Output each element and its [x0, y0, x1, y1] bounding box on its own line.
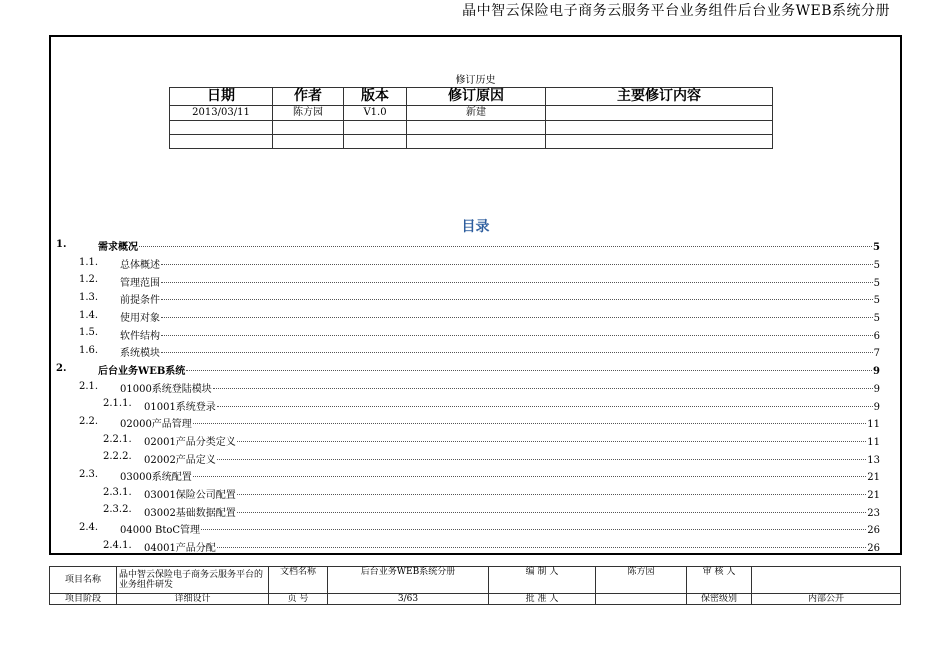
- toc-entry-title: 软件结构: [120, 330, 160, 342]
- revision-reason: [407, 121, 546, 135]
- col-reason: 修订原因: [407, 88, 546, 106]
- page-number-label: 页 号: [269, 594, 328, 605]
- toc-entry-number: 2.2.1.: [103, 433, 132, 445]
- revision-content: [546, 135, 773, 149]
- toc-entry[interactable]: [56, 290, 880, 308]
- toc-leader-dots: [237, 512, 866, 513]
- toc-entry-title: 前提条件: [120, 295, 160, 307]
- revision-row: [170, 121, 773, 135]
- toc-entry[interactable]: [56, 379, 880, 397]
- toc-entry-page: 9: [873, 401, 880, 413]
- author-label: 编 制 人: [489, 567, 596, 594]
- toc-entry-number: 1.6.: [79, 345, 99, 357]
- revision-header-row: [170, 88, 773, 106]
- document-footer-table: [49, 566, 901, 605]
- revision-history-table: [169, 87, 773, 149]
- revision-version: [344, 121, 407, 135]
- toc-entry-title: 总体概述: [120, 260, 160, 272]
- toc-entry[interactable]: [56, 255, 880, 273]
- revision-author: [273, 135, 344, 149]
- toc-entry[interactable]: [56, 343, 880, 361]
- toc-entry[interactable]: [56, 432, 880, 450]
- phase-value: 详细设计: [117, 594, 269, 605]
- toc-leader-dots: [161, 317, 873, 318]
- toc-entry-number: 2.3.1.: [103, 486, 132, 498]
- approver-label: 批 准 人: [489, 594, 596, 605]
- toc-entry-page: 11: [867, 436, 880, 448]
- toc-entry-number: 2.4.1.: [103, 539, 132, 551]
- revision-row: [170, 106, 773, 121]
- toc-entry-title: 02002产品定义: [144, 454, 216, 466]
- toc-entry-title: 需求概况: [98, 242, 138, 254]
- toc-entry-page: 5: [873, 260, 880, 272]
- toc-entry-page: 26: [867, 543, 880, 555]
- revision-version: V1.0: [344, 106, 407, 121]
- toc-leader-dots: [193, 476, 866, 477]
- toc-entry-number: 1.1.: [79, 256, 99, 268]
- approver-value: [596, 594, 687, 605]
- toc-entry-title: 04000 BtoC管理: [120, 525, 201, 537]
- revision-date: [170, 121, 273, 135]
- toc-entry-title: 管理范围: [120, 277, 160, 289]
- toc-entry-page: 21: [867, 472, 880, 484]
- revision-reason: [407, 135, 546, 149]
- toc-leader-dots: [186, 370, 872, 371]
- toc-entry[interactable]: [56, 361, 880, 379]
- toc-entry-page: 5: [873, 313, 880, 325]
- toc-entry-title: 系统模块: [120, 348, 160, 360]
- reviewer-label: 审 核 人: [687, 567, 752, 594]
- toc-entry-title: 02001产品分类定义: [144, 436, 236, 448]
- toc-entry-page: 7: [873, 348, 880, 360]
- toc-entry[interactable]: [56, 485, 880, 503]
- toc-entry-title: 使用对象: [120, 313, 160, 325]
- toc-entry-title: 01000系统登陆模块: [120, 383, 212, 395]
- toc-entry-number: 2.4.: [79, 522, 99, 533]
- toc-entry[interactable]: [56, 414, 880, 432]
- security-level-label: 保密级别: [687, 594, 752, 605]
- col-date: 日期: [170, 88, 273, 106]
- page-number-value: 3/63: [328, 594, 489, 605]
- toc-entry-page: 6: [873, 330, 880, 342]
- toc-entry[interactable]: [56, 325, 880, 343]
- page-frame: [49, 35, 902, 555]
- toc-entry-page: 9: [873, 383, 880, 395]
- revision-reason: 新建: [407, 106, 546, 121]
- toc-leader-dots: [161, 264, 873, 265]
- toc-entry[interactable]: [56, 237, 880, 255]
- project-name-label: 项目名称: [50, 567, 117, 594]
- toc-leader-dots: [139, 246, 872, 247]
- toc-leader-dots: [237, 494, 866, 495]
- reviewer-value: [752, 567, 901, 594]
- toc-entry-page: 26: [867, 525, 880, 537]
- toc-entry[interactable]: [56, 308, 880, 326]
- toc-entry-number: 2.3.2.: [103, 504, 132, 516]
- toc-entry-page: 21: [867, 489, 880, 501]
- toc-entry[interactable]: [56, 272, 880, 290]
- toc-entry-title: 03000系统配置: [120, 472, 192, 484]
- col-version: 版本: [344, 88, 407, 106]
- toc-leader-dots: [213, 388, 873, 389]
- toc-entry-page: 5: [873, 242, 880, 254]
- revision-row: [170, 135, 773, 149]
- toc-title: 目录: [461, 219, 490, 235]
- toc-leader-dots: [217, 459, 866, 460]
- toc-entry[interactable]: [56, 538, 880, 556]
- col-content: 主要修订内容: [546, 88, 773, 106]
- revision-date: 2013/03/11: [170, 106, 273, 121]
- revision-content: [546, 121, 773, 135]
- toc-entry-number: 1.2.: [79, 274, 99, 286]
- toc-entry[interactable]: [56, 449, 880, 467]
- table-of-contents: [56, 237, 880, 555]
- toc-leader-dots: [161, 282, 873, 283]
- revision-author: 陈方园: [273, 106, 344, 121]
- toc-entry[interactable]: [56, 502, 880, 520]
- toc-entry[interactable]: [56, 467, 880, 485]
- doc-name-value: 后台业务WEB系统分册: [328, 567, 489, 594]
- toc-leader-dots: [237, 441, 866, 442]
- toc-entry-title: 03001保险公司配置: [144, 489, 236, 501]
- toc-entry-number: 2.1.: [79, 380, 99, 392]
- toc-entry-number: 1.: [56, 239, 67, 250]
- toc-entry-number: 2.: [56, 362, 67, 374]
- toc-entry-page: 11: [867, 419, 880, 431]
- toc-entry[interactable]: [56, 396, 880, 414]
- revision-author: [273, 121, 344, 135]
- toc-entry-number: 1.5.: [79, 327, 99, 339]
- toc-entry-page: 23: [867, 507, 880, 519]
- toc-entry-title: 03002基础数据配置: [144, 507, 236, 519]
- toc-entry-page: 13: [867, 454, 880, 466]
- toc-entry-page: 5: [873, 295, 880, 307]
- toc-leader-dots: [201, 529, 866, 530]
- toc-leader-dots: [161, 299, 873, 300]
- toc-entry-page: 5: [873, 277, 880, 289]
- toc-entry-number: 2.3.: [79, 468, 99, 480]
- toc-leader-dots: [161, 335, 873, 336]
- toc-entry-page: 9: [873, 366, 880, 378]
- document-header-title: 晶中智云保险电子商务云服务平台业务组件后台业务WEB系统分册: [462, 3, 890, 19]
- revision-history-caption: 修订历史: [455, 75, 496, 86]
- revision-content: [546, 106, 773, 121]
- toc-entry-number: 1.4.: [79, 309, 99, 321]
- toc-leader-dots: [217, 547, 866, 548]
- toc-entry-title: 后台业务WEB系统: [98, 366, 186, 378]
- toc-leader-dots: [193, 423, 866, 424]
- project-name-value: 晶中智云保险电子商务云服务平台的业务组件研发: [117, 567, 269, 594]
- toc-entry-number: 2.2.2.: [103, 451, 132, 463]
- toc-entry-number: 2.2.: [79, 415, 99, 427]
- doc-name-label: 文档名称: [269, 567, 328, 594]
- revision-version: [344, 135, 407, 149]
- toc-entry[interactable]: [56, 520, 880, 538]
- phase-label: 项目阶段: [50, 594, 117, 605]
- toc-entry-title: 01001系统登录: [144, 401, 216, 413]
- toc-entry-number: 2.1.1.: [103, 398, 132, 410]
- toc-entry-title: 04001产品分配: [144, 543, 216, 555]
- toc-entry-title: 02000产品管理: [120, 419, 192, 431]
- security-level-value: 内部公开: [752, 594, 901, 605]
- revision-date: [170, 135, 273, 149]
- toc-leader-dots: [161, 352, 873, 353]
- col-author: 作者: [273, 88, 344, 106]
- toc-leader-dots: [217, 406, 873, 407]
- toc-entry-number: 1.3.: [79, 292, 99, 304]
- author-value: 陈方园: [596, 567, 687, 594]
